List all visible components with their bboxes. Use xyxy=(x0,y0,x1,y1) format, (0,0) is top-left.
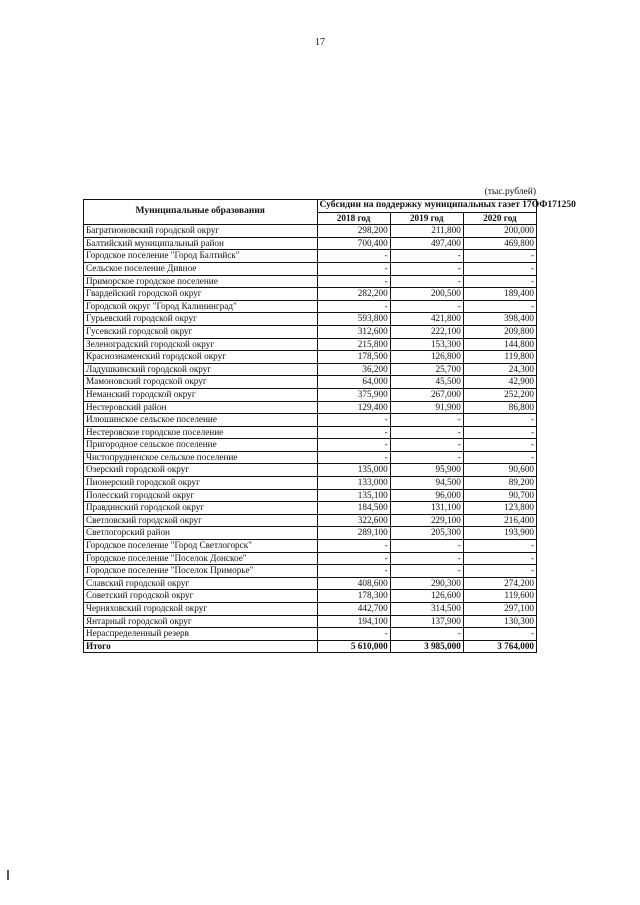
table-body xyxy=(84,225,537,653)
subsidy-value: 298,200 xyxy=(317,225,390,238)
subsidy-value: - xyxy=(390,451,463,464)
subsidy-value: - xyxy=(390,262,463,275)
subsidy-value: 408,600 xyxy=(317,577,390,590)
table-row xyxy=(84,262,537,275)
subsidy-value: - xyxy=(317,414,390,427)
table-row xyxy=(84,565,537,578)
subsidy-value: - xyxy=(390,250,463,263)
subsidy-value: 25,700 xyxy=(390,363,463,376)
table-row xyxy=(84,388,537,401)
subsidy-value: 91,900 xyxy=(390,401,463,414)
subsidy-value: - xyxy=(317,262,390,275)
table-row xyxy=(84,338,537,351)
subsidy-value: 90,600 xyxy=(463,464,536,477)
table-row xyxy=(84,363,537,376)
total-value: 3 764,000 xyxy=(463,640,536,653)
subsidy-value: 153,300 xyxy=(390,338,463,351)
subsidy-value: - xyxy=(463,439,536,452)
subsidy-value: 442,700 xyxy=(317,603,390,616)
municipality-name: Гусевский городской округ xyxy=(84,325,318,338)
municipality-name: Сельское поселение Дивное xyxy=(84,262,318,275)
municipality-name: Советский городской округ xyxy=(84,590,318,603)
municipality-name: Ладушкинский городской округ xyxy=(84,363,318,376)
subsidy-value: 184,500 xyxy=(317,502,390,515)
table-row xyxy=(84,527,537,540)
subsidy-value: 45,500 xyxy=(390,376,463,389)
subsidy-value: 94,500 xyxy=(390,477,463,490)
municipality-name: Городское поселение "Поселок Донское" xyxy=(84,552,318,565)
subsidy-value: - xyxy=(463,300,536,313)
subsidy-value: - xyxy=(317,628,390,641)
municipality-name: Неманский городской округ xyxy=(84,388,318,401)
subsidy-value: 130,300 xyxy=(463,615,536,628)
subsidy-value: 205,300 xyxy=(390,527,463,540)
subsidy-value: - xyxy=(390,275,463,288)
subsidy-value: 24,300 xyxy=(463,363,536,376)
subsidy-value: 297,100 xyxy=(463,603,536,616)
subsidy-value: 497,400 xyxy=(390,237,463,250)
municipality-name: Илюшинское сельское поселение xyxy=(84,414,318,427)
total-value: 5 610,000 xyxy=(317,640,390,653)
subsidy-value: 421,800 xyxy=(390,313,463,326)
subsidy-value: 252,200 xyxy=(463,388,536,401)
subsidy-value: - xyxy=(390,628,463,641)
subsidy-value: 209,800 xyxy=(463,325,536,338)
subsidy-value: 267,000 xyxy=(390,388,463,401)
subsidy-value: 282,200 xyxy=(317,288,390,301)
subsidy-value: 375,900 xyxy=(317,388,390,401)
municipality-name: Мамоновский городской округ xyxy=(84,376,318,389)
subsidy-value: 200,500 xyxy=(390,288,463,301)
subsidy-value: - xyxy=(317,250,390,263)
municipality-name: Балтийский муниципальный район xyxy=(84,237,318,250)
subsidy-value: - xyxy=(463,250,536,263)
subsidy-value: 131,100 xyxy=(390,502,463,515)
subsidy-value: 89,200 xyxy=(463,477,536,490)
header-year-2018: 2018 год xyxy=(317,212,390,225)
municipality-name: Нестеровское городское поселение xyxy=(84,426,318,439)
table-row xyxy=(84,414,537,427)
margin-mark xyxy=(7,870,9,880)
total-row xyxy=(84,640,537,653)
table-row xyxy=(84,351,537,364)
municipality-name: Багратионовский городской округ xyxy=(84,225,318,238)
subsidy-value: - xyxy=(390,426,463,439)
table-row xyxy=(84,376,537,389)
subsidy-value: 215,800 xyxy=(317,338,390,351)
units-note: (тыс.рублей) xyxy=(484,187,536,197)
subsidy-value: - xyxy=(390,414,463,427)
table-row xyxy=(84,225,537,238)
subsidy-value: 123,800 xyxy=(463,502,536,515)
subsidy-value: 137,900 xyxy=(390,615,463,628)
subsidy-value: 96,000 xyxy=(390,489,463,502)
table-row xyxy=(84,615,537,628)
table-row xyxy=(84,577,537,590)
subsidy-value: - xyxy=(463,451,536,464)
subsidy-value: 119,600 xyxy=(463,590,536,603)
subsidy-value: 126,600 xyxy=(390,590,463,603)
subsidy-value: - xyxy=(390,552,463,565)
subsidy-value: 222,100 xyxy=(390,325,463,338)
subsidy-table xyxy=(83,199,576,653)
subsidy-value: 119,800 xyxy=(463,351,536,364)
subsidy-value: 95,900 xyxy=(390,464,463,477)
subsidy-value: 129,400 xyxy=(317,401,390,414)
subsidy-value: 229,100 xyxy=(390,514,463,527)
municipality-name: Полесский городской округ xyxy=(84,489,318,502)
table-row xyxy=(84,464,537,477)
municipality-name: Нераспределенный резерв xyxy=(84,628,318,641)
subsidy-value: 194,100 xyxy=(317,615,390,628)
subsidy-value: 593,800 xyxy=(317,313,390,326)
subsidy-value: - xyxy=(463,262,536,275)
subsidy-value: - xyxy=(463,414,536,427)
subsidy-value: 398,400 xyxy=(463,313,536,326)
subsidy-value: 289,100 xyxy=(317,527,390,540)
municipality-name: Светловский городской округ xyxy=(84,514,318,527)
table-row xyxy=(84,628,537,641)
subsidy-value: - xyxy=(390,300,463,313)
subsidy-value: 86,800 xyxy=(463,401,536,414)
subsidy-value: 274,200 xyxy=(463,577,536,590)
subsidy-value: 178,500 xyxy=(317,351,390,364)
subsidy-value: - xyxy=(463,552,536,565)
subsidy-value: 42,900 xyxy=(463,376,536,389)
subsidy-value: - xyxy=(317,540,390,553)
municipality-name: Озерский городской округ xyxy=(84,464,318,477)
municipality-name: Гвардейский городской округ xyxy=(84,288,318,301)
municipality-name: Городской округ "Город Калининград" xyxy=(84,300,318,313)
subsidy-value: 36,200 xyxy=(317,363,390,376)
table-row xyxy=(84,439,537,452)
header-year-2020: 2020 год xyxy=(463,212,536,225)
table-row xyxy=(84,603,537,616)
table-row xyxy=(84,275,537,288)
subsidy-value: 314,500 xyxy=(390,603,463,616)
subsidy-value: - xyxy=(317,439,390,452)
subsidy-value: 126,800 xyxy=(390,351,463,364)
subsidy-value: - xyxy=(390,565,463,578)
subsidy-value: 189,400 xyxy=(463,288,536,301)
table-row xyxy=(84,300,537,313)
subsidy-value: - xyxy=(463,565,536,578)
subsidy-value: - xyxy=(463,426,536,439)
subsidy-value: 193,900 xyxy=(463,527,536,540)
table-row xyxy=(84,325,537,338)
total-value: 3 985,000 xyxy=(390,640,463,653)
table-row xyxy=(84,451,537,464)
table-row xyxy=(84,288,537,301)
table-row xyxy=(84,401,537,414)
subsidy-value: 135,000 xyxy=(317,464,390,477)
subsidy-value: 322,600 xyxy=(317,514,390,527)
header-subsidy-title: Субсидии на поддержку муниципальных газет 17ОФ171250 xyxy=(317,200,537,213)
table-row xyxy=(84,489,537,502)
municipality-name: Городское поселение "Город Балтийск" xyxy=(84,250,318,263)
municipality-name: Городское поселение "Город Светлогорск" xyxy=(84,540,318,553)
total-label: Итого xyxy=(84,640,318,653)
subsidy-value: - xyxy=(317,426,390,439)
table-row xyxy=(84,313,537,326)
municipality-name: Зеленоградский городской округ xyxy=(84,338,318,351)
subsidy-value: 133,000 xyxy=(317,477,390,490)
municipality-name: Краснознаменский городской округ xyxy=(84,351,318,364)
municipality-name: Правдинский городской округ xyxy=(84,502,318,515)
municipality-name: Янтарный городской округ xyxy=(84,615,318,628)
subsidy-value: - xyxy=(317,565,390,578)
municipality-name: Городское поселение "Поселок Приморье" xyxy=(84,565,318,578)
subsidy-value: 469,800 xyxy=(463,237,536,250)
subsidy-value: - xyxy=(390,540,463,553)
table-row xyxy=(84,237,537,250)
subsidy-value: 216,400 xyxy=(463,514,536,527)
municipality-name: Нестеровский район xyxy=(84,401,318,414)
table-row xyxy=(84,426,537,439)
subsidy-value: 700,400 xyxy=(317,237,390,250)
subsidy-value: 312,600 xyxy=(317,325,390,338)
subsidy-value: - xyxy=(463,540,536,553)
municipality-name: Чистопрудненское сельское поселение xyxy=(84,451,318,464)
table-row xyxy=(84,540,537,553)
table-row xyxy=(84,502,537,515)
municipality-name: Приморское городское поселение xyxy=(84,275,318,288)
subsidy-value: - xyxy=(317,552,390,565)
page-number: 17 xyxy=(315,37,325,48)
municipality-name: Гурьевский городской округ xyxy=(84,313,318,326)
subsidy-value: - xyxy=(317,451,390,464)
municipality-name: Пионерский городской округ xyxy=(84,477,318,490)
subsidy-value: - xyxy=(317,300,390,313)
table-row xyxy=(84,514,537,527)
municipality-name: Славский городской округ xyxy=(84,577,318,590)
table-row xyxy=(84,590,537,603)
subsidy-value: 144,800 xyxy=(463,338,536,351)
subsidy-value: 211,800 xyxy=(390,225,463,238)
subsidy-value: - xyxy=(390,439,463,452)
subsidy-value: - xyxy=(463,628,536,641)
subsidy-value: 200,000 xyxy=(463,225,536,238)
municipality-name: Светлогорский район xyxy=(84,527,318,540)
subsidy-value: 290,300 xyxy=(390,577,463,590)
table-row xyxy=(84,552,537,565)
table-row xyxy=(84,477,537,490)
subsidy-value: - xyxy=(463,275,536,288)
header-year-2019: 2019 год xyxy=(390,212,463,225)
subsidy-value: 135,100 xyxy=(317,489,390,502)
subsidy-value: - xyxy=(317,275,390,288)
table-row xyxy=(84,250,537,263)
subsidy-value: 178,300 xyxy=(317,590,390,603)
subsidy-value: 90,700 xyxy=(463,489,536,502)
municipality-name: Пригородное сельское поселение xyxy=(84,439,318,452)
subsidy-value: 64,000 xyxy=(317,376,390,389)
header-municipalities: Муниципальные образования xyxy=(84,200,318,225)
municipality-name: Черняховский городской округ xyxy=(84,603,318,616)
